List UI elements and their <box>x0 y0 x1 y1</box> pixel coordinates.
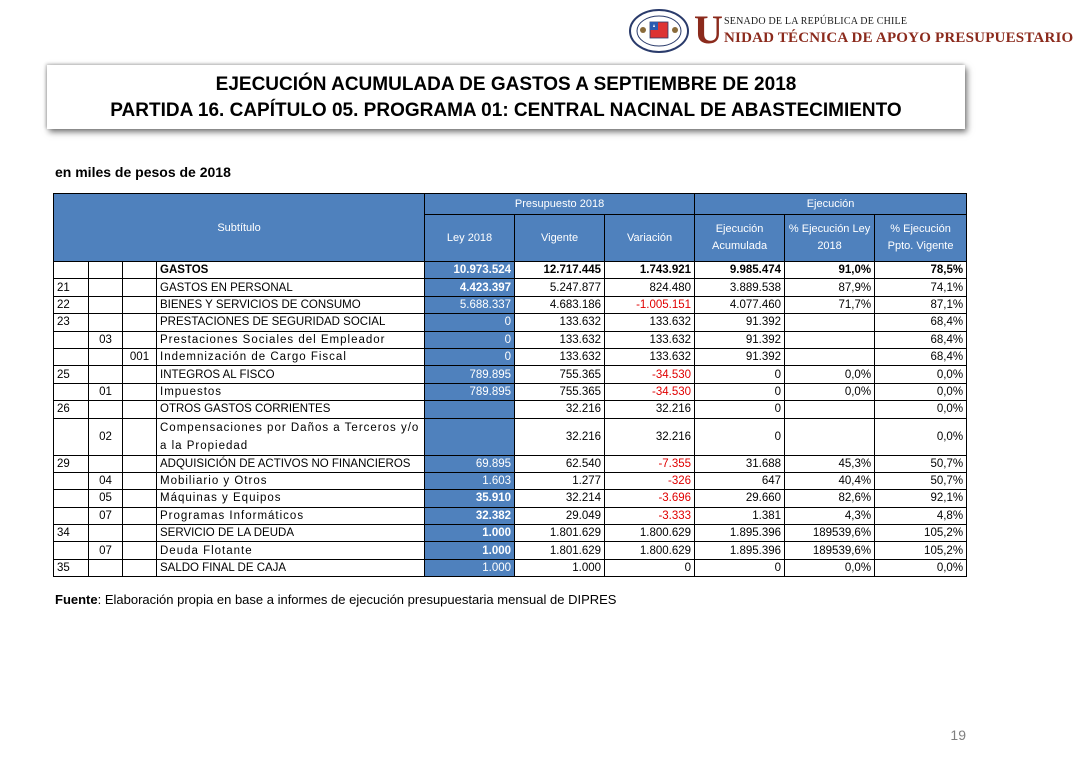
logo-line-senado: SENADO DE LA REPÚBLICA DE CHILE <box>724 16 908 27</box>
senate-logo <box>628 7 1073 58</box>
cell-name: GASTOS <box>157 262 425 279</box>
cell-pct-ley <box>785 331 875 348</box>
cell-pct-ley <box>785 314 875 331</box>
cell-pct-vig: 4,8% <box>875 507 967 524</box>
cell-pct-vig: 0,0% <box>875 559 967 576</box>
cell-pct-vig: 87,1% <box>875 296 967 313</box>
cell-vigente: 133.632 <box>515 314 605 331</box>
cell-pct-ley: 4,3% <box>785 507 875 524</box>
cell-pct-ley: 0,0% <box>785 559 875 576</box>
table-row <box>54 559 967 576</box>
cell-vigente: 4.683.186 <box>515 296 605 313</box>
cell-vigente: 32.214 <box>515 490 605 507</box>
cell-variacion: -34.530 <box>605 383 695 400</box>
cell-ley: 69.895 <box>425 455 515 472</box>
cell-item: 07 <box>89 507 123 524</box>
cell-asig <box>123 366 157 383</box>
table-row <box>54 507 967 524</box>
cell-pct-vig: 68,4% <box>875 331 967 348</box>
cell-variacion: 824.480 <box>605 279 695 296</box>
header-ley: Ley 2018 <box>425 215 515 262</box>
cell-sub <box>54 472 89 489</box>
cell-vigente: 32.216 <box>515 418 605 455</box>
cell-ley: 1.000 <box>425 542 515 559</box>
cell-ley: 789.895 <box>425 366 515 383</box>
cell-sub: 21 <box>54 279 89 296</box>
cell-sub <box>54 507 89 524</box>
cell-item <box>89 262 123 279</box>
cell-pct-ley <box>785 401 875 418</box>
header-presupuesto: Presupuesto 2018 <box>425 194 695 215</box>
cell-asig <box>123 472 157 489</box>
table-row <box>54 542 967 559</box>
cell-sub: 23 <box>54 314 89 331</box>
cell-vigente: 1.277 <box>515 472 605 489</box>
cell-name: ADQUISICIÓN DE ACTIVOS NO FINANCIEROS <box>157 455 425 472</box>
cell-ejec: 0 <box>695 383 785 400</box>
cell-ley: 0 <box>425 314 515 331</box>
cell-name: Mobiliario y Otros <box>157 472 425 489</box>
cell-item <box>89 525 123 542</box>
cell-vigente: 32.216 <box>515 401 605 418</box>
cell-ejec: 91.392 <box>695 348 785 365</box>
cell-asig <box>123 455 157 472</box>
cell-sub <box>54 542 89 559</box>
cell-pct-ley <box>785 418 875 455</box>
cell-variacion: 133.632 <box>605 348 695 365</box>
cell-ejec: 3.889.538 <box>695 279 785 296</box>
cell-asig <box>123 279 157 296</box>
header-pct-vigente: % Ejecución Ppto. Vigente <box>875 215 967 262</box>
cell-asig <box>123 507 157 524</box>
cell-name: Máquinas y Equipos <box>157 490 425 507</box>
cell-pct-vig: 0,0% <box>875 401 967 418</box>
cell-pct-ley: 40,4% <box>785 472 875 489</box>
cell-ejec: 0 <box>695 559 785 576</box>
cell-variacion: -3.696 <box>605 490 695 507</box>
cell-sub: 29 <box>54 455 89 472</box>
cell-pct-ley: 189539,6% <box>785 542 875 559</box>
cell-asig <box>123 525 157 542</box>
senate-seal-icon <box>628 8 690 54</box>
cell-pct-vig: 68,4% <box>875 348 967 365</box>
cell-ley: 0 <box>425 331 515 348</box>
cell-name: GASTOS EN PERSONAL <box>157 279 425 296</box>
cell-ejec: 29.660 <box>695 490 785 507</box>
cell-name: Impuestos <box>157 383 425 400</box>
header-variacion: Variación <box>605 215 695 262</box>
cell-vigente: 12.717.445 <box>515 262 605 279</box>
cell-vigente: 1.801.629 <box>515 525 605 542</box>
cell-item: 02 <box>89 418 123 455</box>
cell-variacion: -34.530 <box>605 366 695 383</box>
header-row-1 <box>54 194 967 215</box>
cell-ejec: 4.077.460 <box>695 296 785 313</box>
cell-name: Programas Informáticos <box>157 507 425 524</box>
cell-sub: 22 <box>54 296 89 313</box>
cell-pct-vig: 68,4% <box>875 314 967 331</box>
cell-pct-ley: 189539,6% <box>785 525 875 542</box>
cell-item: 04 <box>89 472 123 489</box>
cell-pct-vig: 0,0% <box>875 418 967 455</box>
cell-asig <box>123 490 157 507</box>
cell-variacion: -326 <box>605 472 695 489</box>
cell-asig <box>123 296 157 313</box>
cell-ejec: 0 <box>695 401 785 418</box>
source-label: Fuente <box>55 592 98 607</box>
cell-ley: 0 <box>425 348 515 365</box>
cell-pct-vig: 105,2% <box>875 542 967 559</box>
table-row <box>54 383 967 400</box>
cell-ley <box>425 401 515 418</box>
logo-letter-u: U <box>694 7 723 52</box>
page-number: 19 <box>950 727 966 743</box>
source-note <box>55 592 616 607</box>
header-ejec-acum: Ejecución Acumulada <box>695 215 785 262</box>
cell-ley: 10.973.524 <box>425 262 515 279</box>
cell-vigente: 29.049 <box>515 507 605 524</box>
cell-ejec: 0 <box>695 418 785 455</box>
cell-sub <box>54 262 89 279</box>
table-row <box>54 366 967 383</box>
units-note: en miles de pesos de 2018 <box>55 164 231 180</box>
cell-pct-ley: 87,9% <box>785 279 875 296</box>
cell-variacion: 1.800.629 <box>605 525 695 542</box>
cell-variacion: 0 <box>605 559 695 576</box>
table-row <box>54 490 967 507</box>
cell-pct-ley: 0,0% <box>785 366 875 383</box>
cell-vigente: 62.540 <box>515 455 605 472</box>
cell-sub: 26 <box>54 401 89 418</box>
cell-ley: 4.423.397 <box>425 279 515 296</box>
page-title: EJECUCIÓN ACUMULADA DE GASTOS A SEPTIEMBRE DE 2018 <box>215 74 797 95</box>
cell-name: SERVICIO DE LA DEUDA <box>157 525 425 542</box>
cell-ley: 35.910 <box>425 490 515 507</box>
cell-sub <box>54 418 89 455</box>
table-row <box>54 331 967 348</box>
cell-pct-vig: 50,7% <box>875 455 967 472</box>
cell-ejec: 0 <box>695 366 785 383</box>
cell-item <box>89 296 123 313</box>
cell-asig <box>123 401 157 418</box>
cell-ley: 1.000 <box>425 559 515 576</box>
cell-ley: 1.000 <box>425 525 515 542</box>
cell-pct-ley: 45,3% <box>785 455 875 472</box>
cell-asig <box>123 331 157 348</box>
cell-variacion: -1.005.151 <box>605 296 695 313</box>
table-row <box>54 401 967 418</box>
cell-item <box>89 366 123 383</box>
cell-item: 03 <box>89 331 123 348</box>
cell-item: 01 <box>89 383 123 400</box>
cell-variacion: 133.632 <box>605 314 695 331</box>
cell-ejec: 1.895.396 <box>695 542 785 559</box>
cell-pct-ley: 71,7% <box>785 296 875 313</box>
cell-sub <box>54 348 89 365</box>
cell-vigente: 755.365 <box>515 366 605 383</box>
cell-item: 07 <box>89 542 123 559</box>
page-subtitle: PARTIDA 16. CAPÍTULO 05. PROGRAMA 01: CENTRAL NACINAL DE ABASTECIMIENTO <box>110 100 902 121</box>
header-vigente: Vigente <box>515 215 605 262</box>
cell-ejec: 9.985.474 <box>695 262 785 279</box>
cell-variacion: 1.800.629 <box>605 542 695 559</box>
cell-pct-ley: 91,0% <box>785 262 875 279</box>
cell-item <box>89 559 123 576</box>
cell-vigente: 5.247.877 <box>515 279 605 296</box>
cell-name: Compensaciones por Daños a Terceros y/o a la Propiedad <box>157 418 425 455</box>
header-subtitulo: Subtítulo <box>54 194 425 262</box>
cell-asig <box>123 383 157 400</box>
cell-sub: 25 <box>54 366 89 383</box>
cell-item <box>89 455 123 472</box>
cell-item: 05 <box>89 490 123 507</box>
table-row <box>54 279 967 296</box>
cell-name: Indemnización de Cargo Fiscal <box>157 348 425 365</box>
header-pct-ley: % Ejecución Ley 2018 <box>785 215 875 262</box>
cell-item <box>89 279 123 296</box>
header-ejecucion: Ejecución <box>695 194 967 215</box>
title-box <box>47 65 965 129</box>
cell-variacion: 1.743.921 <box>605 262 695 279</box>
cell-variacion: 32.216 <box>605 418 695 455</box>
cell-pct-vig: 105,2% <box>875 525 967 542</box>
cell-ejec: 647 <box>695 472 785 489</box>
cell-sub <box>54 331 89 348</box>
table-row-total <box>54 262 967 279</box>
cell-name: BIENES Y SERVICIOS DE CONSUMO <box>157 296 425 313</box>
cell-ejec: 91.392 <box>695 314 785 331</box>
cell-item <box>89 314 123 331</box>
source-text: : Elaboración propia en base a informes de ejecución presupuestaria mensual de DIPRES <box>97 592 617 607</box>
cell-name: INTEGROS AL FISCO <box>157 366 425 383</box>
cell-ley: 1.603 <box>425 472 515 489</box>
cell-ley <box>425 418 515 455</box>
cell-sub: 35 <box>54 559 89 576</box>
cell-pct-vig: 0,0% <box>875 383 967 400</box>
cell-asig <box>123 542 157 559</box>
table-row <box>54 472 967 489</box>
cell-pct-vig: 74,1% <box>875 279 967 296</box>
cell-ejec: 1.895.396 <box>695 525 785 542</box>
cell-asig <box>123 262 157 279</box>
cell-name: Deuda Flotante <box>157 542 425 559</box>
cell-vigente: 133.632 <box>515 331 605 348</box>
cell-ley: 32.382 <box>425 507 515 524</box>
cell-asig: 001 <box>123 348 157 365</box>
cell-ley: 5.688.337 <box>425 296 515 313</box>
cell-ejec: 91.392 <box>695 331 785 348</box>
table-row <box>54 455 967 472</box>
cell-variacion: -3.333 <box>605 507 695 524</box>
cell-asig <box>123 418 157 455</box>
table-row <box>54 296 967 313</box>
cell-name: SALDO FINAL DE CAJA <box>157 559 425 576</box>
cell-ejec: 31.688 <box>695 455 785 472</box>
cell-pct-ley <box>785 348 875 365</box>
cell-variacion: 133.632 <box>605 331 695 348</box>
cell-item <box>89 348 123 365</box>
cell-name: Prestaciones Sociales del Empleador <box>157 331 425 348</box>
cell-pct-ley: 0,0% <box>785 383 875 400</box>
cell-variacion: 32.216 <box>605 401 695 418</box>
cell-pct-ley: 82,6% <box>785 490 875 507</box>
cell-ley: 789.895 <box>425 383 515 400</box>
table-row <box>54 314 967 331</box>
cell-sub <box>54 383 89 400</box>
cell-variacion: -7.355 <box>605 455 695 472</box>
cell-vigente: 755.365 <box>515 383 605 400</box>
cell-name: PRESTACIONES DE SEGURIDAD SOCIAL <box>157 314 425 331</box>
cell-name: OTROS GASTOS CORRIENTES <box>157 401 425 418</box>
cell-vigente: 133.632 <box>515 348 605 365</box>
cell-ejec: 1.381 <box>695 507 785 524</box>
cell-vigente: 1.801.629 <box>515 542 605 559</box>
cell-sub <box>54 490 89 507</box>
cell-sub: 34 <box>54 525 89 542</box>
budget-table <box>53 193 967 577</box>
cell-vigente: 1.000 <box>515 559 605 576</box>
table-row <box>54 418 967 455</box>
cell-pct-vig: 0,0% <box>875 366 967 383</box>
table-row <box>54 348 967 365</box>
cell-pct-vig: 50,7% <box>875 472 967 489</box>
cell-pct-vig: 78,5% <box>875 262 967 279</box>
cell-item <box>89 401 123 418</box>
logo-line-unidad: NIDAD TÉCNICA DE APOYO PRESUPUESTARIO <box>724 30 1073 46</box>
cell-asig <box>123 314 157 331</box>
cell-pct-vig: 92,1% <box>875 490 967 507</box>
cell-asig <box>123 559 157 576</box>
table-row <box>54 525 967 542</box>
